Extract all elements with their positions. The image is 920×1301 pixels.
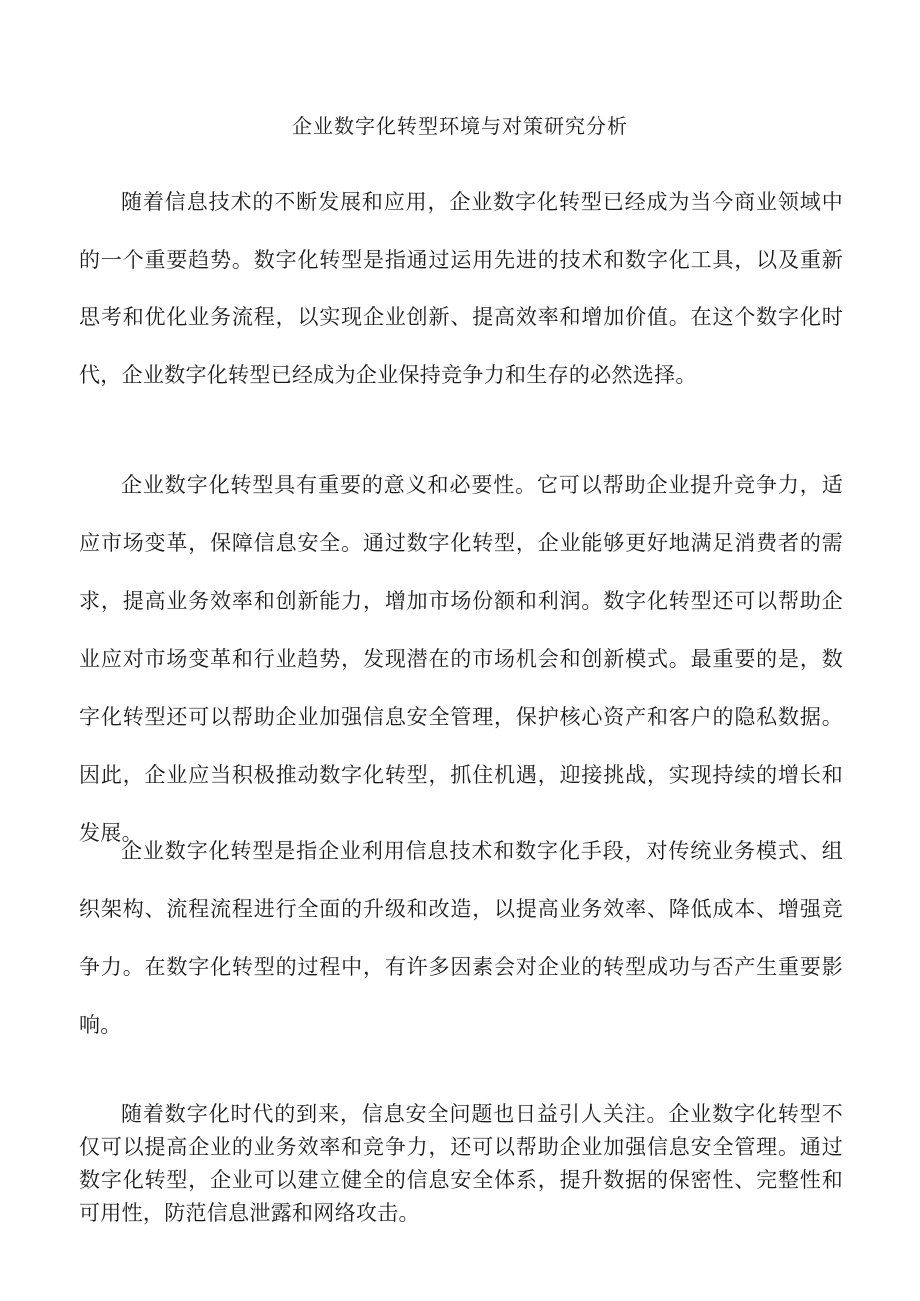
document-title: 企业数字化转型环境与对策研究分析 (292, 114, 628, 138)
paragraph-definition: 企业数字化转型是指企业利用信息技术和数字化手段，对传统业务模式、组织架构、流程流程进行全面的升级和改造，以提高业务效率、降低成本、增强竞争力。在数字化转型的过程中，有许多因素会对企业的转型成功与否产生重要影响。 (79, 839, 843, 1037)
paragraph-information-security: 随着数字化时代的到来，信息安全问题也日益引人关注。企业数字化转型不仅可以提高企业的业务效率和竞争力，还可以帮助企业加强信息安全管理。通过数字化转型，企业可以建立健全的信息安全体系，提升数据的保密性、完整性和可用性，防范信息泄露和网络攻击。 (79, 1102, 843, 1225)
paragraph-significance: 企业数字化转型具有重要的意义和必要性。它可以帮助企业提升竞争力，适应市场变革，保障信息安全。通过数字化转型，企业能够更好地满足消费者的需求，提高业务效率和创新能力，增加市场份额和利润。数字化转型还可以帮助企业应对市场变革和行业趋势，发现潜在的市场机会和创新模式。最重要的是，数字化转型还可以帮助企业加强信息安全管理，保护核心资产和客户的隐私数据。因此，企业应当积极推动数字化转型，抓住机遇，迎接挑战，实现持续的增长和发展。 (79, 473, 843, 845)
paragraph-intro: 随着信息技术的不断发展和应用，企业数字化转型已经成为当今商业领域中的一个重要趋势。数字化转型是指通过运用先进的技术和数字化工具，以及重新思考和优化业务流程，以实现企业创新、提高效率和增加价值。在这个数字化时代，企业数字化转型已经成为企业保持竞争力和生存的必然选择。 (79, 190, 843, 387)
